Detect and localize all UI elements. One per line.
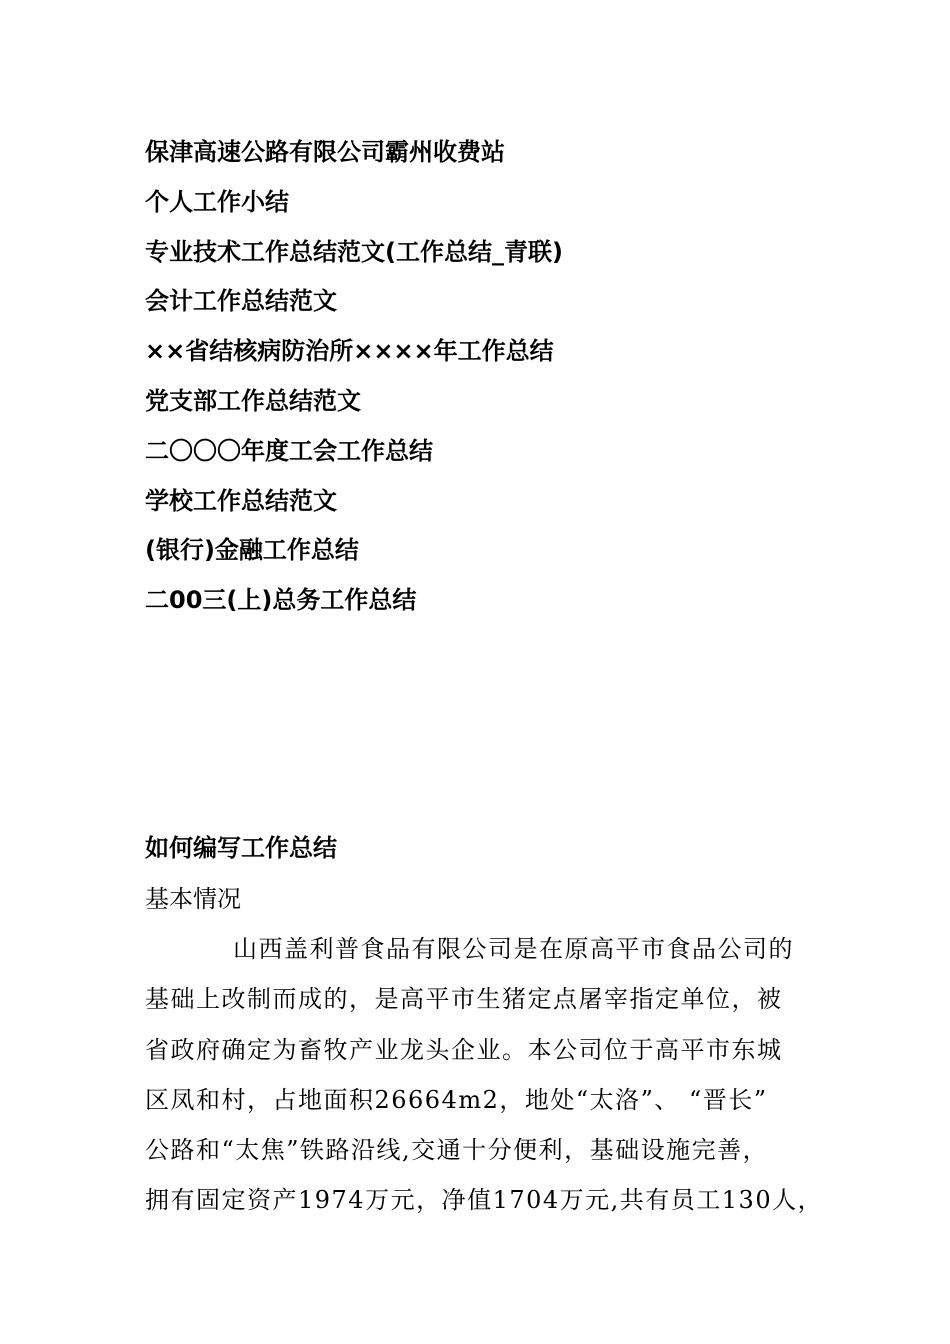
section-title: 如何编写工作总结 xyxy=(145,834,337,862)
paragraph-line: 拥有固定资产1974万元，净值1704万元,共有员工130人， xyxy=(145,1186,824,1215)
toc-item: 党支部工作总结范文 xyxy=(145,386,361,415)
toc-item: (银行)金融工作总结 xyxy=(145,536,359,565)
toc-item: 会计工作总结范文 xyxy=(145,287,337,316)
toc-item: 二〇〇〇年度工会工作总结 xyxy=(145,436,433,465)
section-subheading: 基本情况 xyxy=(145,885,241,913)
paragraph-line: 基础上改制而成的，是高平市生猪定点屠宰指定单位，被 xyxy=(145,985,783,1014)
toc-item: ××省结核病防治所××××年工作总结 xyxy=(145,337,554,366)
toc-item: 专业技术工作总结范文(工作总结_青联) xyxy=(145,237,563,266)
paragraph-line: 公路和“太焦”铁路沿线,交通十分便利，基础设施完善， xyxy=(145,1136,769,1165)
toc-item: 个人工作小结 xyxy=(145,187,289,216)
paragraph-line: 省政府确定为畜牧产业龙头企业。本公司位于高平市东城 xyxy=(145,1035,783,1064)
paragraph-line: 区凤和村，占地面积26664m2，地处“太洛”、 “晋长” xyxy=(145,1085,768,1114)
toc-list xyxy=(145,132,845,630)
toc-item: 学校工作总结范文 xyxy=(145,486,337,515)
body-paragraph xyxy=(145,927,824,1229)
toc-item: 二00三(上)总务工作总结 xyxy=(145,586,417,615)
paragraph-line: 山西盖利普食品有限公司是在原高平市食品公司的 xyxy=(233,935,794,963)
toc-item: 保津高速公路有限公司霸州收费站 xyxy=(145,138,505,166)
